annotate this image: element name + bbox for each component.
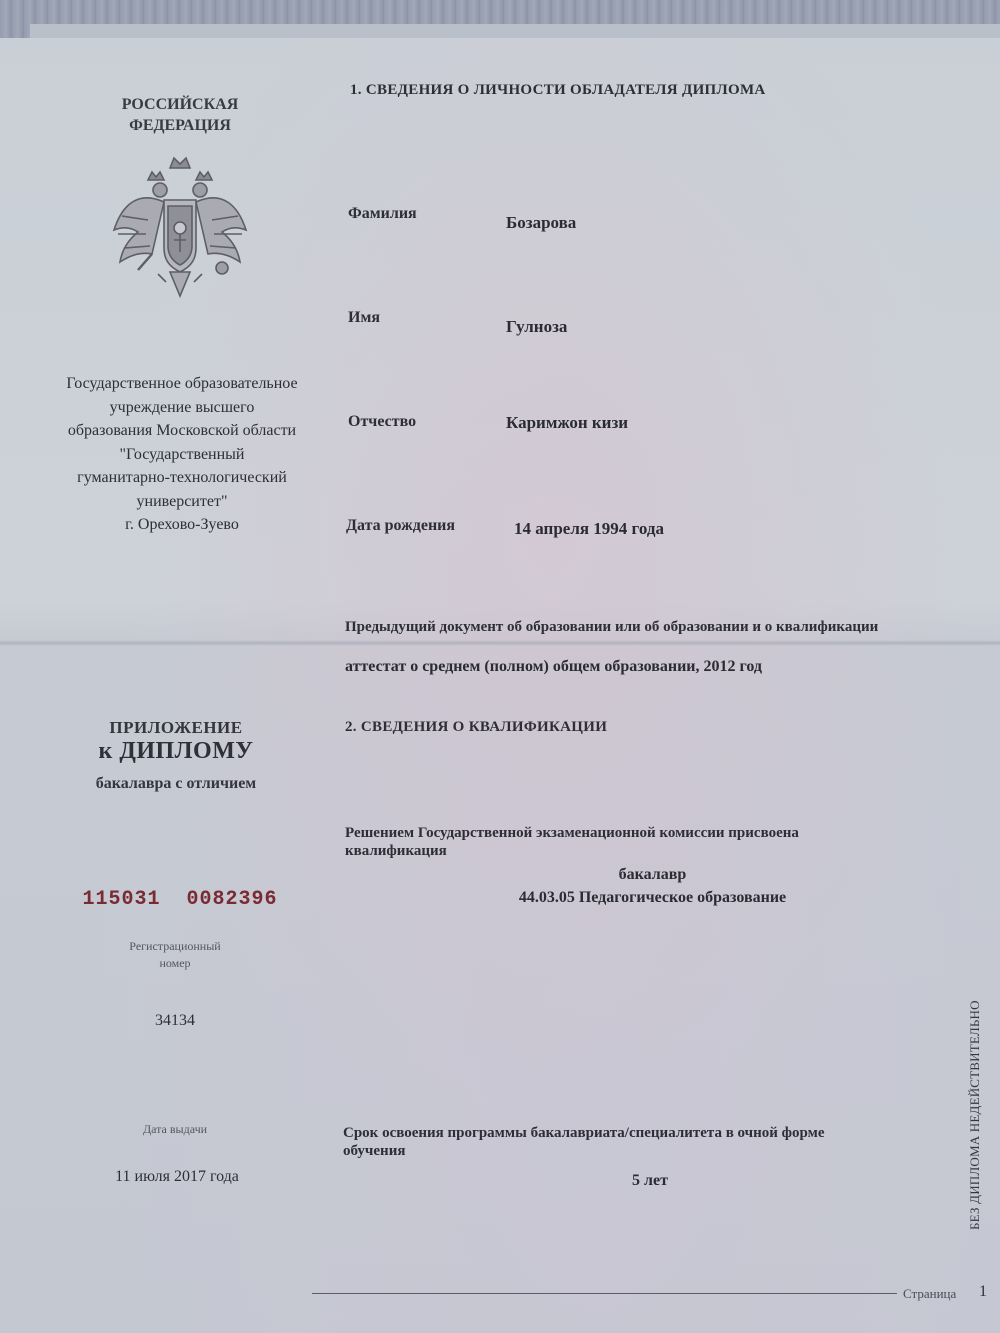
org-line: учреждение высшего: [109, 398, 255, 416]
page-label: Страница: [903, 1286, 957, 1301]
study-term-value: 5 лет: [632, 1172, 668, 1189]
top-strip-border: [30, 24, 1000, 38]
vertical-validity-note: БЕЗ ДИПЛОМА НЕДЕЙСТВИТЕЛЬНО: [967, 1000, 982, 1230]
birth-date-label: Дата рождения: [346, 517, 456, 534]
study-term-line-2: обучения: [343, 1143, 406, 1159]
surname-value: Бозарова: [506, 213, 577, 232]
appendix-title-line-1: ПРИЛОЖЕНИЕ: [109, 718, 243, 737]
surname-label: Фамилия: [348, 205, 417, 222]
study-term-line-1: Срок освоения программы бакалавриата/специалитета в очной форме: [343, 1125, 825, 1141]
paper-fold: [0, 640, 1000, 646]
footer-rule: [312, 1293, 897, 1294]
birth-date-value: 14 апреля 1994 года: [514, 519, 664, 538]
country-line-1: РОССИЙСКАЯ: [121, 96, 239, 113]
qualification-decision: [345, 824, 799, 860]
name-value: Гулноза: [506, 317, 568, 336]
previous-document-value: аттестат о среднем (полном) общем образовании, 2012 год: [345, 658, 762, 675]
registration-label: [80, 938, 270, 972]
registration-number: 34134: [155, 1012, 195, 1029]
decision-line-1: Решением Государственной экзаменационной комиссии присвоена: [345, 825, 799, 841]
name-label: Имя: [348, 309, 380, 326]
org-line: гуманитарно-технологический: [77, 469, 287, 486]
previous-document-label: Предыдущий документ об образовании или об образовании и о квалификации: [345, 619, 879, 635]
org-line: университет": [136, 492, 228, 510]
issue-date: 11 июля 2017 года: [115, 1168, 239, 1185]
section-2-title: 2. СВЕДЕНИЯ О КВАЛИФИКАЦИИ: [345, 719, 608, 735]
study-term-label: [343, 1124, 825, 1160]
org-line: г. Орехово-Зуево: [125, 516, 239, 533]
registration-label-line-2: номер: [159, 956, 191, 970]
appendix-degree: бакалавра с отличием: [95, 775, 257, 792]
organization-block: [44, 372, 320, 537]
org-line: "Государственный: [119, 445, 245, 463]
serial-number: 115031 0082396: [82, 888, 278, 911]
patronymic-label: Отчество: [348, 413, 417, 430]
qualification-value: бакалавр: [618, 866, 687, 883]
country-name: [90, 94, 270, 136]
org-line: образования Московской области: [67, 422, 297, 439]
appendix-title: [60, 718, 292, 793]
specialty-value: 44.03.05 Педагогическое образование: [518, 889, 787, 906]
org-line: Государственное образовательное: [66, 375, 298, 392]
state-emblem-icon: [108, 150, 252, 300]
country-line-2: ФЕДЕРАЦИЯ: [129, 117, 231, 134]
section-1-title: 1. СВЕДЕНИЯ О ЛИЧНОСТИ ОБЛАДАТЕЛЯ ДИПЛОМА: [350, 82, 766, 98]
decision-line-2: квалификация: [345, 843, 447, 859]
patronymic-value: Каримжон кизи: [506, 413, 629, 432]
issue-date-label: Дата выдачи: [142, 1122, 208, 1136]
page-number: 1: [979, 1283, 987, 1300]
appendix-title-line-2: к ДИПЛОМУ: [98, 738, 254, 764]
registration-label-line-1: Регистрационный: [129, 939, 221, 953]
